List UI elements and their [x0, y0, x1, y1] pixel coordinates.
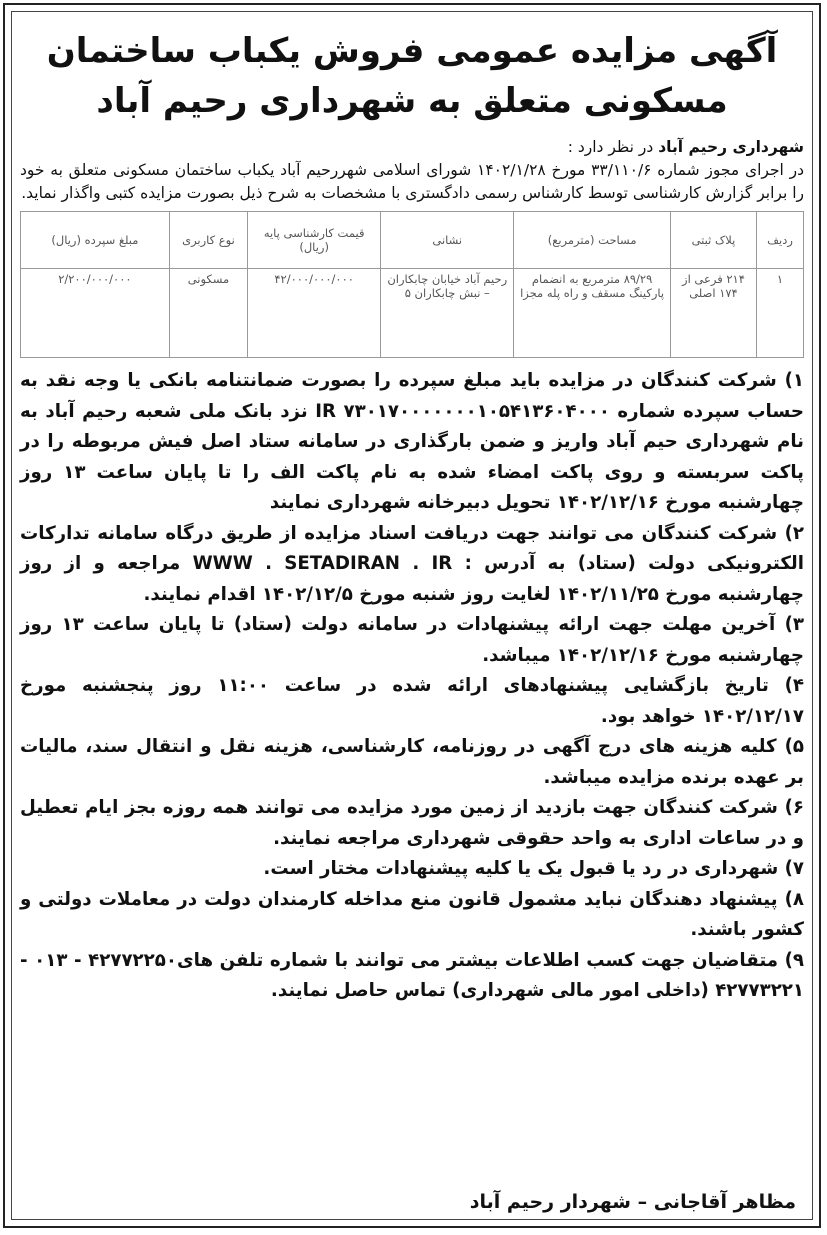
cell-deposit: ۲/۲۰۰/۰۰۰/۰۰۰: [21, 269, 170, 358]
header-usage: نوع کاربری: [169, 212, 247, 269]
cell-usage: مسکونی: [169, 269, 247, 358]
condition-item: ۹) متقاضیان جهت کسب اطلاعات بیشتر می توانند با شماره تلفن های۴۲۷۷۲۲۵۰ - ۰۱۳ - ۴۲۷۷۳۲۲۱ (داخلی امور مالی شهرداری) تماس حاصل نمایند.: [20, 949, 804, 1001]
header-base-price: قیمت کارشناسی پایه (ریال): [248, 212, 381, 269]
table-row: [21, 269, 804, 358]
condition-item: ۷) شهرداری در رد یا قبول یک یا کلیه پیشنهادات مختار است.: [263, 858, 804, 879]
table-header-row: [21, 212, 804, 269]
condition-item: ۶) شرکت کنندگان جهت بازدید از زمین مورد مزایده می توانند همه روزه بجز ایام تعطیل و در ساعات اداری به واحد حقوقی شهرداری مراجعه نمایند.: [20, 797, 804, 849]
notice-inner-border: [11, 11, 813, 1220]
condition-item: ۲) شرکت کنندگان می توانند جهت دریافت اسناد مزایده از طریق درگاه سامانه تدارکات الکترونیکی دولت (ستاد) به آدرس : WWW . SETADIRAN . IR مراجعه و از روز چهارشنبه مورخ ۱۴۰۲/۱۱/۲۵ لغایت روز شنبه مورخ ۱۴۰۲/۱۲/۵ اقدام نمایند.: [20, 522, 804, 605]
header-deposit: مبلغ سپرده (ریال): [21, 212, 170, 269]
header-row-number: ردیف: [757, 212, 804, 269]
signature: مظاهر آقاجانی – شهردار رحیم آباد: [469, 1191, 796, 1213]
condition-item: ۱) شرکت کنندگان در مزایده باید مبلغ سپرده را بصورت ضمانتنامه بانکی یا وجه نقد به حساب سپرده شماره IR ۷۳۰۱۷۰۰۰۰۰۰۰۱۰۵۴۱۳۶۰۴۰۰۰ نزد بانک ملی شعبه رحیم آباد به نام شهرداری حیم آباد واریز و ضمن بارگذاری در سامانه ستاد اصل فیش مربوطه را در پاکت سربسته و روی پاکت امضاء شده به نام پاکت الف را تا پایان ساعت ۱۳ روز چهارشنبه مورخ ۱۴۰۲/۱۲/۱۶ تحویل دبیرخانه شهرداری نمایند: [20, 370, 804, 513]
cell-area: ۸۹/۲۹ مترمربع به انضمام پارکینگ مسقف و راه پله مجزا: [514, 269, 671, 358]
conditions-list: [20, 366, 804, 1007]
notice-frame: [3, 3, 821, 1228]
condition-item: ۳) آخرین مهلت جهت ارائه پیشنهادات در سامانه دولت (ستاد) تا پایان ساعت ۱۳ روز چهارشنبه مورخ ۱۴۰۲/۱۲/۱۶ میباشد.: [20, 614, 804, 666]
header-area: مساحت (مترمربع): [514, 212, 671, 269]
header-address: نشانی: [381, 212, 514, 269]
intro-body: در اجرای مجوز شماره ۳۳/۱۱۰/۶ مورخ ۱۴۰۲/۱/۲۸ شورای اسلامی شهررحیم آباد یکباب ساختمان مسکونی متعلق به خود را برابر گزارش کارشناسی توسط کارشناس رسمی دادگستری با مشخصات به شرح ذیل بصورت مزایده کتبی واگذار نماید.: [20, 161, 805, 202]
intro-line: [20, 136, 804, 159]
condition-item: ۴) تاریخ بازگشایی پیشنهادهای ارائه شده در ساعت ۱۱:۰۰ روز پنجشنبه مورخ ۱۴۰۲/۱۲/۱۷ خواهد بود.: [20, 675, 804, 727]
notice-intro: [20, 136, 804, 205]
intro-municipality: شهرداری رحیم آباد: [658, 138, 804, 156]
cell-base-price: ۴۲/۰۰۰/۰۰۰/۰۰۰: [248, 269, 381, 358]
condition-item: ۸) پیشنهاد دهندگان نباید مشمول قانون منع مداخله کارمندان دولت در معاملات دولتی و کشور باشند.: [20, 888, 804, 940]
notice-title: آگهی مزایده عمومی فروش یکباب ساختمان مسکونی متعلق به شهرداری رحیم آباد: [46, 31, 778, 121]
cell-plate: ۲۱۴ فرعی از ۱۷۴ اصلی: [670, 269, 756, 358]
condition-item: ۵) کلیه هزینه های درج آگهی در روزنامه، کارشناسی، هزینه نقل و انتقال سند، مالیات بر عهده برنده مزایده میباشد.: [20, 736, 804, 788]
cell-row-number: ۱: [757, 269, 804, 358]
header-plate: پلاک ثبتی: [670, 212, 756, 269]
property-table: [20, 211, 804, 358]
notice-content: [12, 12, 812, 1219]
cell-address: رحیم آباد خیابان چابکاران – نبش چابکاران ۵: [381, 269, 514, 358]
intro-rest: در نظر دارد :: [567, 138, 659, 156]
